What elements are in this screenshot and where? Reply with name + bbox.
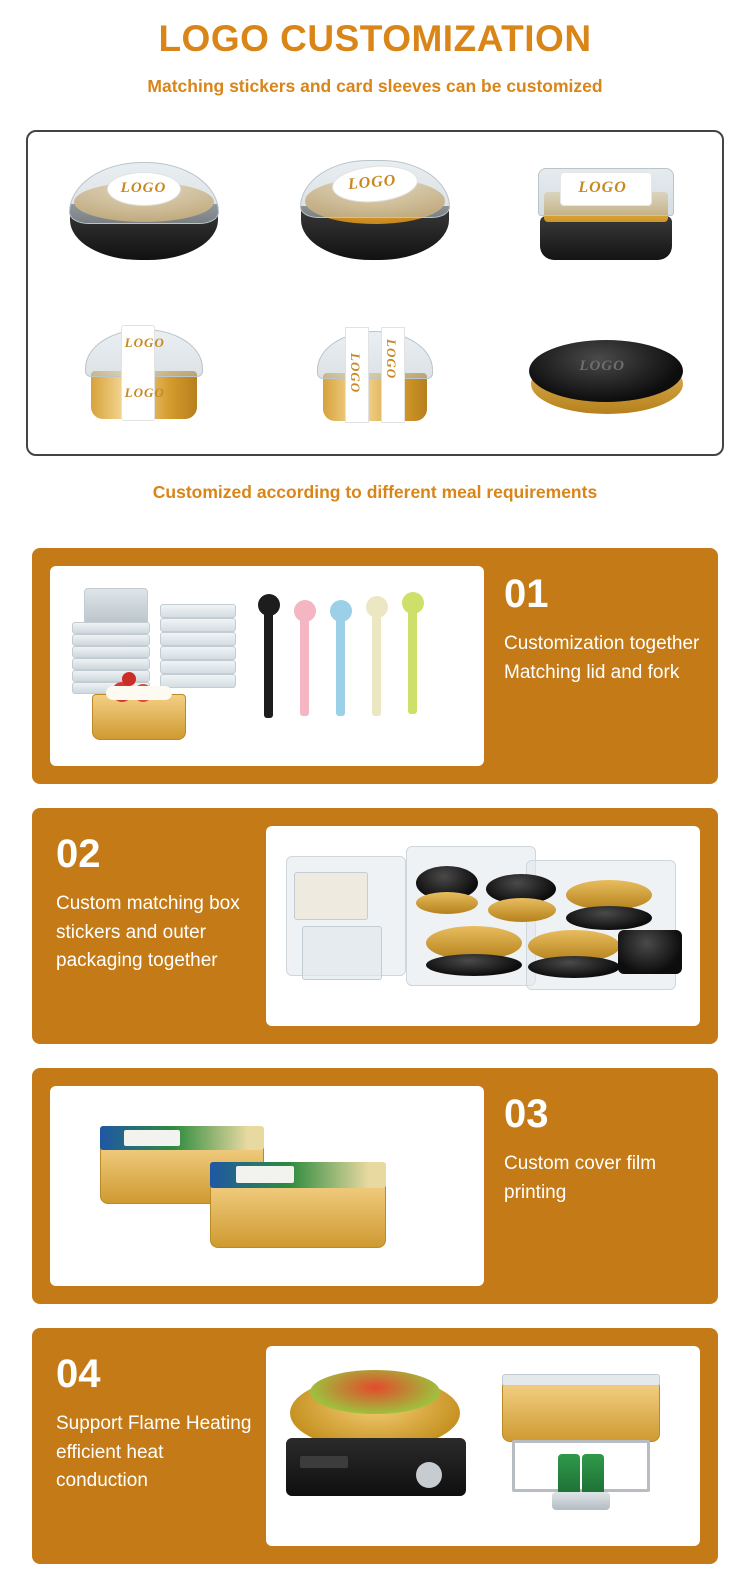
feature-row-03 [32,1068,718,1304]
foil-containers-lids-and-forks-photo [50,566,484,766]
gallery-item-5-logo-right: LOGO [383,338,399,379]
feature-04-number: 04 [56,1352,101,1396]
feature-03-text [504,1094,702,1207]
gallery-item-2-logo: LOGO [347,171,398,193]
flame-heating-containers-photo [266,1346,700,1546]
section-caption: Customized according to different meal requirements [152,482,598,502]
gallery-item-round-black-bowl-with-oval-sticker [259,132,490,293]
gallery-item-4-logo-bottom: LOGO [124,384,165,400]
feature-04-description: Support Flame Heating efficient heat conduction [56,1413,252,1491]
printed-cover-film-trays-photo [50,1086,484,1286]
gallery-item-4-logo-top: LOGO [124,334,165,350]
packaged-containers-in-bags-photo [266,826,700,1026]
feature-01-description: Customization together Matching lid and fork [504,633,700,683]
feature-01-text [504,574,702,687]
gallery-item-5-logo-left: LOGO [347,352,363,393]
feature-02-description: Custom matching box stickers and outer packaging together [56,893,240,971]
page-subtitle: Matching stickers and card sleeves can be customized [147,76,603,96]
gallery-item-6-logo: LOGO [579,357,625,374]
feature-03-number: 03 [504,1092,549,1136]
gallery-item-gold-cup-with-vertical-sleeve [259,293,490,454]
gallery-item-3-logo: LOGO [578,178,627,196]
feature-02-number: 02 [56,832,101,876]
gallery-item-black-round-lid-with-embossed-logo [491,293,722,454]
gallery-item-1-logo: LOGO [120,179,167,196]
gallery-item-round-black-bowl-with-dome-lid [28,132,259,293]
feature-04-text [56,1354,254,1496]
feature-02-text [56,834,254,976]
feature-01-number: 01 [504,572,549,616]
feature-row-02 [32,808,718,1044]
feature-03-description: Custom cover film printing [504,1153,657,1203]
logo-sample-gallery [26,130,724,456]
feature-row-04 [32,1328,718,1564]
page-title: LOGO CUSTOMIZATION [158,18,592,59]
gallery-item-gold-cup-with-dome-lid-and-sleeve [28,293,259,454]
feature-row-01 [32,548,718,784]
gallery-item-rectangular-black-tray-with-card-sticker [491,132,722,293]
